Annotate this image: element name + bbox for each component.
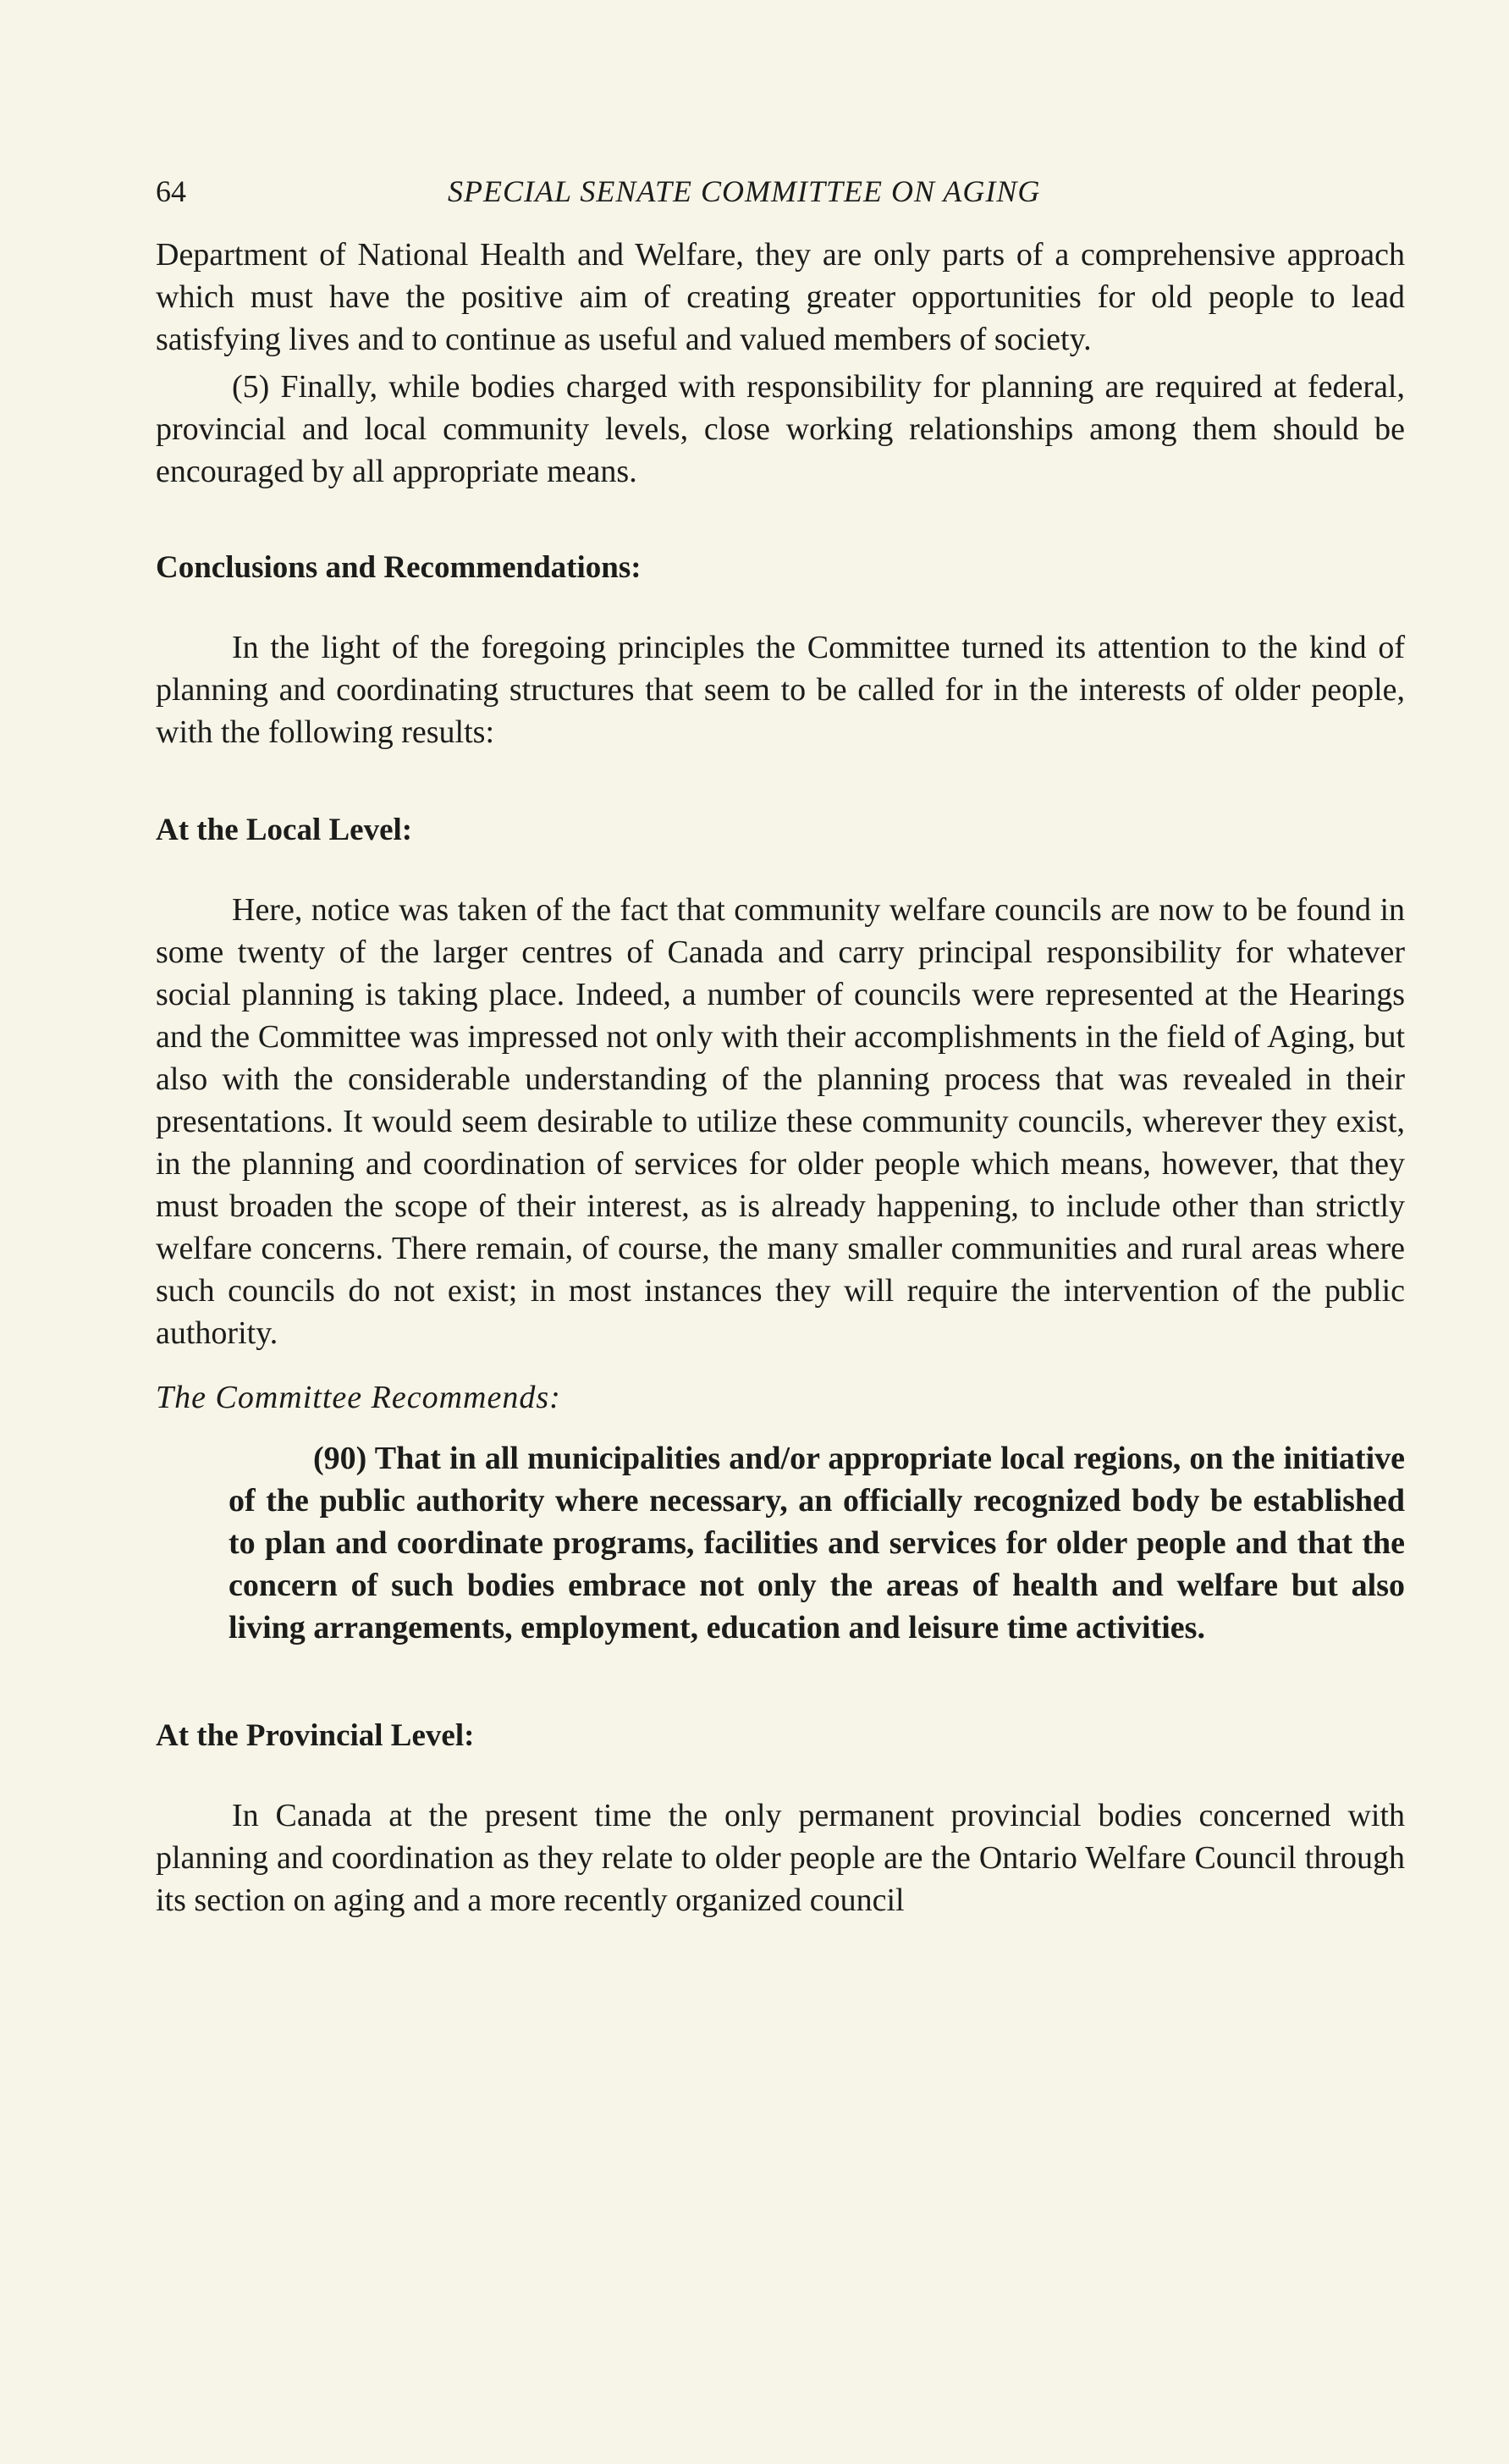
recommendation-90: (90) That in all municipalities and/or appropriate local regions, on the initiative of the public authority where necessary, an officially recognized body be established to plan and coordinate programs, facilities and services for older people and that the concern of such bodies embrace not only the areas of health and welfare but also living arrangements, employment, education and leisure time activities. (229, 1441, 1405, 1645)
section-heading-conclusions: Conclusions and Recommendations: (156, 550, 642, 585)
page-number: 64 (156, 174, 186, 208)
body-paragraph-4: Here, notice was taken of the fact that community welfare councils are now to be found in some twenty of the larger centres of Canada and carry principal responsibility for whatever social planning is taking place. Indeed, a number of councils were represented at the Hearings and the Committee was impressed not only with their accomplishments in the field of Aging, but also with the considerable understanding of the planning process that was revealed in their presentations. It would seem desirable to utilize these community councils, wherever they exist, in the planning and coordination of services for older people which means, however, that they must broaden the scope of their interest, as is already happening, to include other than strictly welfare concerns. There remain, of course, the many smaller communities and rural areas where such councils do not exist; in most instances they will require the intervention of the public authority. (156, 892, 1405, 1351)
section-heading-provincial-level: At the Provincial Level: (156, 1718, 475, 1753)
body-paragraph-1: Department of National Health and Welfare, they are only parts of a comprehensive approach which must have the positive aim of creating greater opportunities for old people to lead satisfying lives and to continue as useful and valued members of society. (156, 237, 1405, 357)
body-paragraph-3: In the light of the foregoing principles the Committee turned its attention to the kind of planning and coordinating structures that seem to be called for in the interests of older people, with the following results: (156, 630, 1405, 750)
body-paragraph-2: (5) Finally, while bodies charged with responsibility for planning are required at federal, provincial and local community levels, close working relationships among them should be encouraged by all appropriate means. (156, 369, 1405, 489)
recommends-label: The Committee Recommends: (156, 1380, 561, 1415)
page-content (156, 166, 1405, 1921)
section-heading-local-level: At the Local Level: (156, 813, 413, 847)
body-paragraph-5: In Canada at the present time the only permanent provincial bodies concerned with planning and coordination as they relate to older people are the Ontario Welfare Council through its section on aging and a more recently organized council (156, 1798, 1405, 1918)
running-header (156, 166, 1405, 217)
running-title: SPECIAL SENATE COMMITTEE ON AGING (448, 174, 1041, 208)
